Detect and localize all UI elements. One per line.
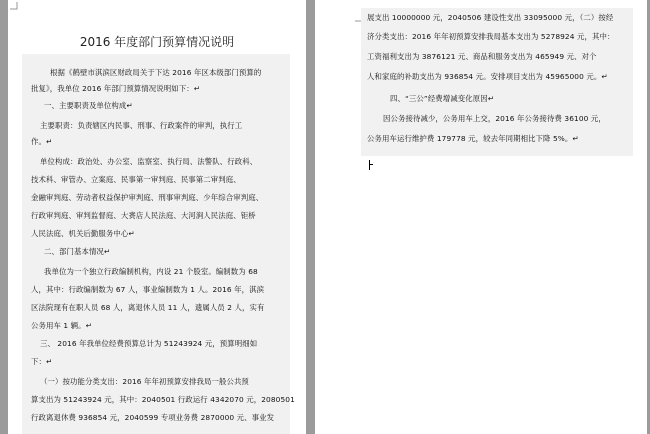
paragraph-line: 展支出 10000000 元，2040506 建设性支出 33095000 元，（二）按经 (367, 13, 614, 22)
paragraph-line: 主要职责：负责辖区内民事、刑事、行政案件的审判，执行工 (40, 121, 243, 130)
paragraph-line: 人民法庭、机关后勤服务中心↵ (31, 229, 135, 238)
text-cursor (369, 160, 370, 170)
section-heading: 三、 2016 年我单位经费预算总计为 51243924 元，预算明细如 (40, 339, 258, 348)
paragraph-line: 区法院现有在职人员 68 人，离退休人员 11 人，遗属人员 2 人，实有 (31, 303, 265, 312)
paragraph-line: 公务用车运行维护费 179778 元，较去年同期相比下降 5%。↵ (367, 134, 579, 143)
right-document-page[interactable] (315, 0, 647, 434)
paragraph-line: 因公务接待减少，公务用车上交，2016 年公务接待费 36100 元， (383, 114, 606, 123)
paragraph-line: 工资福利支出为 3876121 元、商品和服务支出为 465949 元、对个 (367, 52, 597, 61)
paragraph-line: 公务用车 1 辆。↵ (31, 321, 92, 330)
paragraph-line: 根据《鹤壁市淇滨区财政局关于下达 2016 年区本级部门预算的 (50, 68, 262, 77)
left-page-corner-mark (10, 2, 18, 10)
paragraph-line: （一）按功能分类支出：2016 年年初预算安排我局一般公共预 (40, 377, 249, 386)
paragraph-line: 下：↵ (31, 357, 53, 366)
paragraph-line: 技术科、审管办、立案庭、民事第一审判庭、民事第二审判庭、 (31, 175, 241, 184)
paragraph-line: 批复》，我单位 2016 年部门预算情况说明如下：↵ (31, 84, 201, 93)
section-heading: 一、主要职责及单位构成↵ (44, 101, 133, 110)
section-heading: 四、“三公”经费增减变化原因↵ (390, 94, 495, 103)
paragraph-line: 算支出为 51243924 元，其中：2040501 行政运行 4342070 元，2080501 (31, 395, 295, 404)
paragraph-line: 我单位为一个独立行政编制机构，内设 21 个股室。编制数为 68 (44, 267, 258, 276)
paragraph-line: 行政离退休费 936854 元，2040599 专项业务费 2870000 元、事业发 (31, 413, 275, 422)
paragraph-line: 人，其中：行政编制数为 67 人，事业编制数为 1 人。2016 年，淇滨 (31, 285, 265, 294)
paragraph-line: 行政审判庭、审判监督庭、大赉店人民法庭、大河涧人民法庭、钜桥 (31, 211, 256, 220)
paragraph-line: 金融审判庭、劳动者权益保护审判庭、刑事审判庭、少年综合审判庭、 (31, 193, 264, 202)
paragraph-line: 作。↵ (31, 137, 53, 146)
left-document-page[interactable] (8, 0, 306, 434)
paragraph-line: 单位构成：政治处、办公室、监察室、执行局、法警队、行政科、 (40, 157, 258, 166)
paragraph-line: 济分类支出：2016 年年初预算安排我局基本支出为 5278924 元，其中： (367, 32, 615, 41)
paragraph-line: 人和家庭的补助支出为 936854 元。安排项目支出为 45965000 元。↵ (367, 72, 608, 81)
document-title: 2016 年度部门预算情况说明 (79, 35, 235, 49)
section-heading: 二、部门基本情况↵ (44, 247, 111, 256)
